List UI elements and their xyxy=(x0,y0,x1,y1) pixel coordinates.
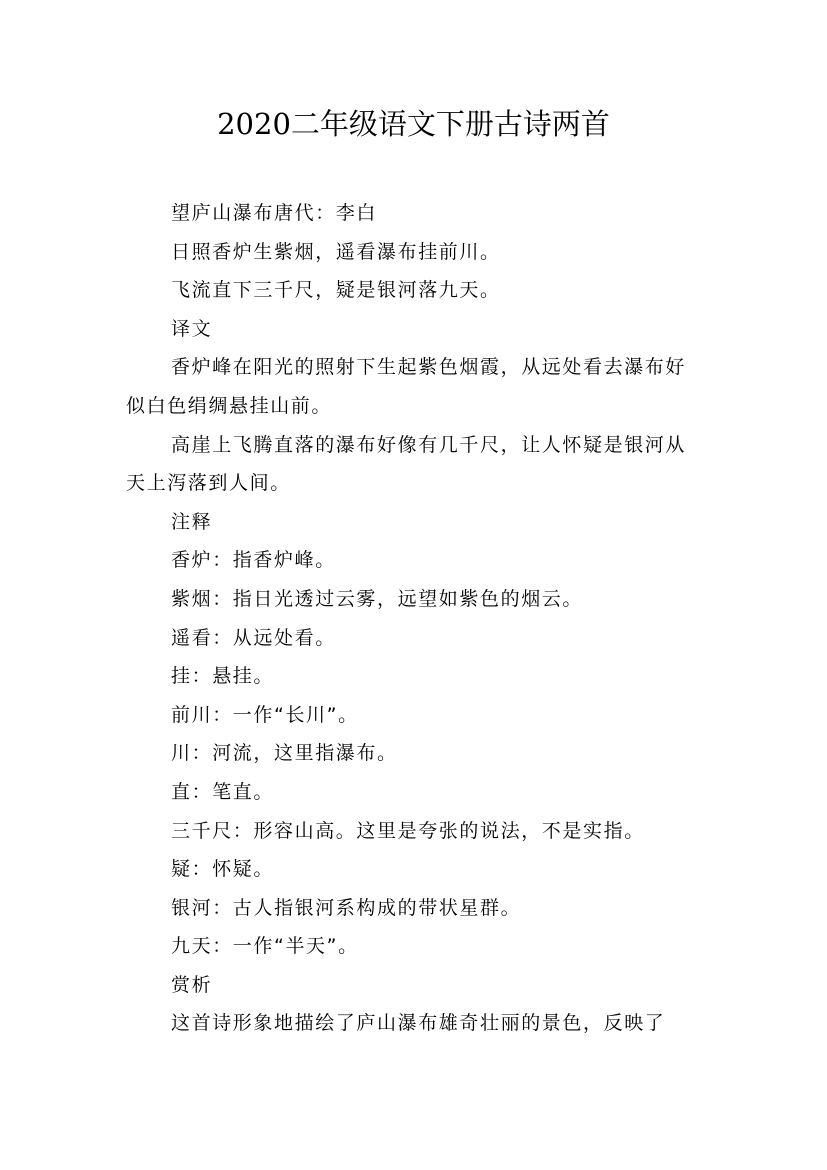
document-title: 2020二年级语文下册古诗两首 xyxy=(217,107,610,141)
document-body xyxy=(126,194,706,1043)
section-heading-appreciation: 赏析 xyxy=(171,973,213,996)
poem-line-1: 日照香炉生紫烟，遥看瀑布挂前川。 xyxy=(171,240,501,263)
note-item: 遥看：从远处看。 xyxy=(171,626,336,649)
note-item: 挂：悬挂。 xyxy=(171,665,275,688)
note-item: 直：笔直。 xyxy=(171,780,275,803)
note-item: 紫烟：指日光透过云雾，远望如紫色的烟云。 xyxy=(171,587,584,610)
section-heading-translation: 译文 xyxy=(171,317,213,340)
poem-line-2: 飞流直下三千尺，疑是银河落九天。 xyxy=(171,279,501,302)
translation-paragraph-1: 香炉峰在阳光的照射下生起紫色烟霞，从远处看去瀑布好似白色绢绸悬挂山前。 xyxy=(126,356,687,417)
note-item: 三千尺：形容山高。这里是夸张的说法，不是实指。 xyxy=(171,819,645,842)
translation-paragraph-2: 高崖上飞腾直落的瀑布好像有几千尺，让人怀疑是银河从天上泻落到人间。 xyxy=(126,433,687,495)
note-item: 川：河流，这里指瀑布。 xyxy=(171,742,398,765)
note-item: 疑：怀疑。 xyxy=(171,858,275,881)
appreciation-paragraph: 这首诗形象地描绘了庐山瀑布雄奇壮丽的景色，反映了 xyxy=(171,1012,666,1035)
section-heading-notes: 注释 xyxy=(171,510,213,533)
note-item: 香炉：指香炉峰。 xyxy=(171,549,336,572)
note-item: 前川：一作“长川”。 xyxy=(171,703,359,726)
note-item: 九天：一作“半天”。 xyxy=(171,935,359,958)
poem-title-line: 望庐山瀑布唐代：李白 xyxy=(171,202,378,224)
note-item: 银河：古人指银河系构成的带状星群。 xyxy=(171,896,522,919)
